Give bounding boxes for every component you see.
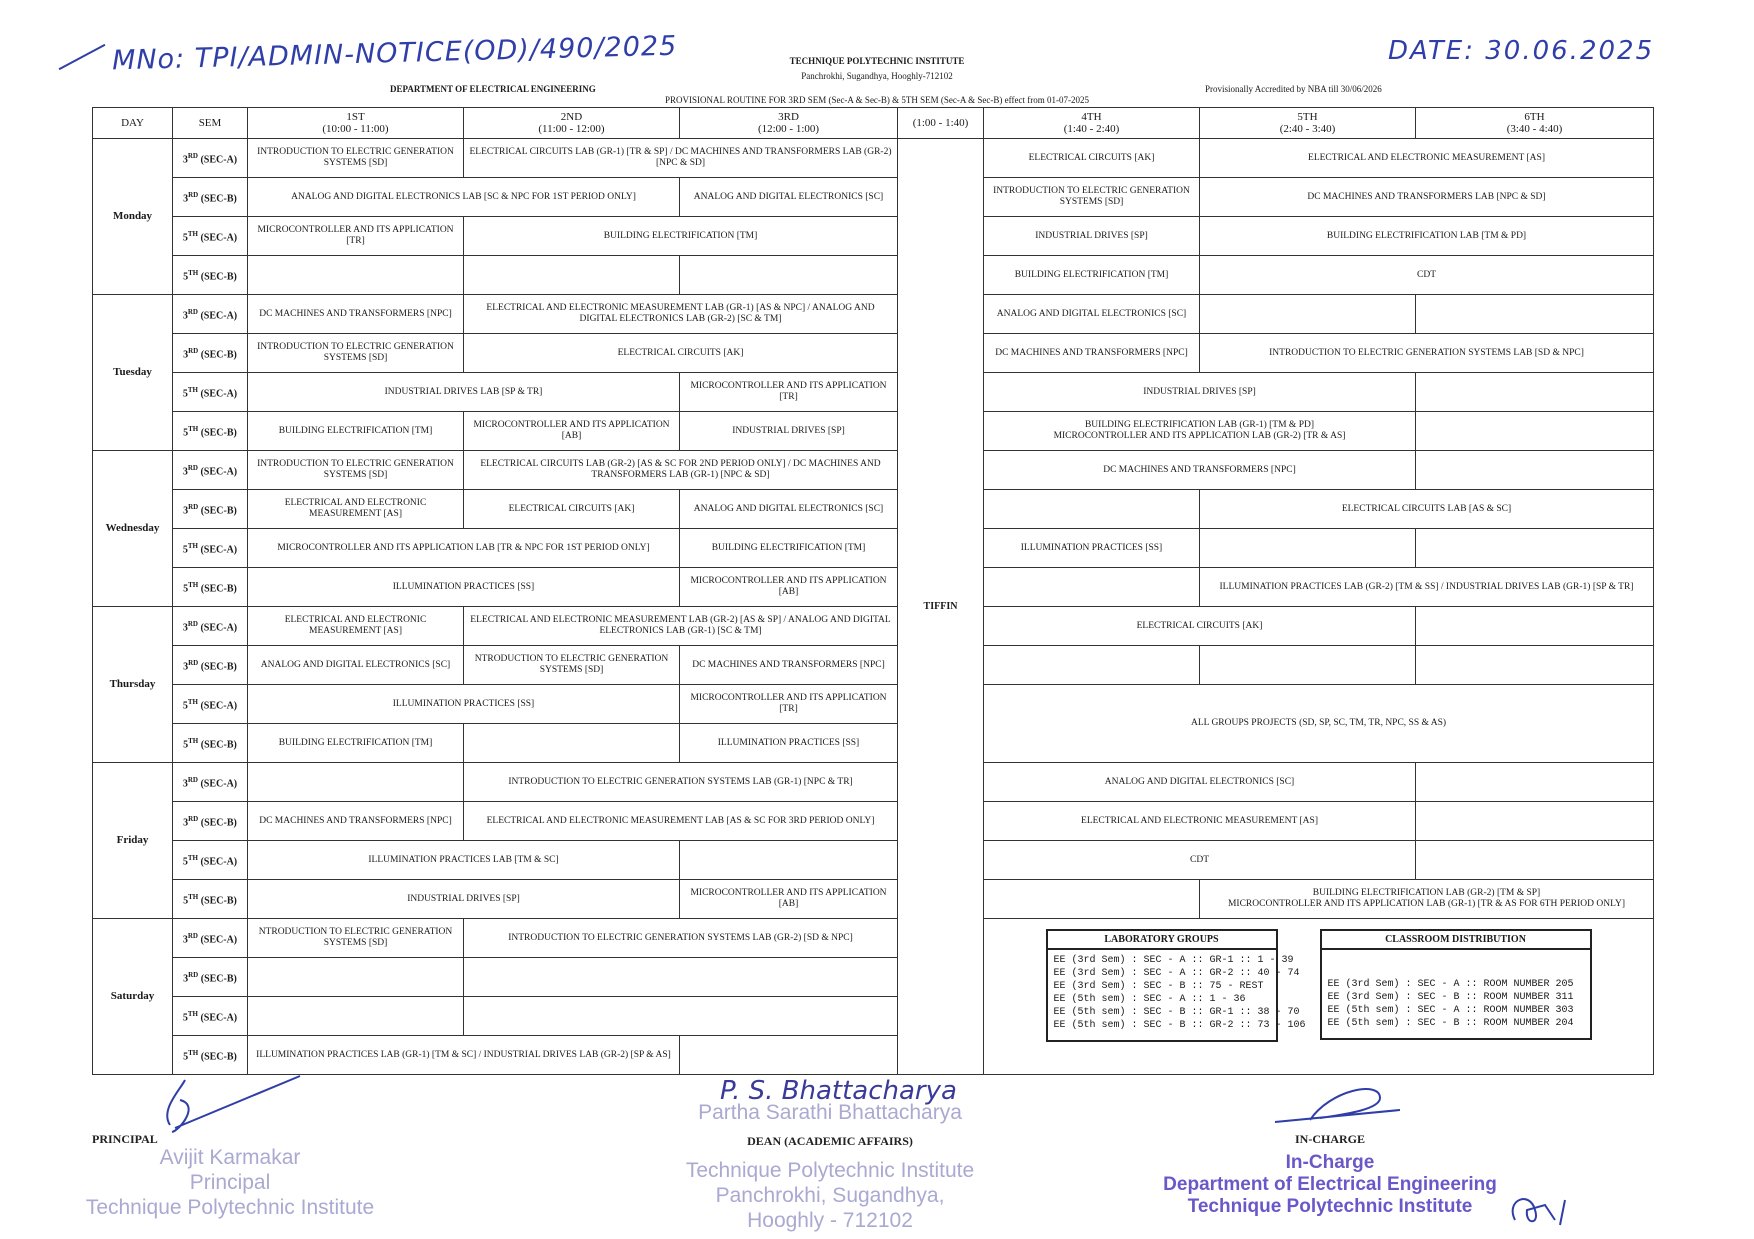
- sem-label: 3RD (SEC-B): [173, 178, 248, 217]
- class-cell: ILLUMINATION PRACTICES LAB (GR-1) [TM & SC] / INDUSTRIAL DRIVES LAB (GR-2) [SP & AS]: [248, 1036, 680, 1075]
- empty-cell: [984, 568, 1200, 607]
- class-cell: INTRODUCTION TO ELECTRIC GENERATION SYSTEMS [SD]: [248, 334, 464, 373]
- table-row: [93, 295, 1654, 334]
- class-cell: BUILDING ELECTRIFICATION [TM]: [464, 217, 898, 256]
- notice-date: DATE: 30.06.2025: [1388, 36, 1655, 66]
- class-cell: ELECTRICAL CIRCUITS LAB (GR-2) [AS & SC FOR 2ND PERIOD ONLY] / DC MACHINES AND TRANSFORMERS LAB (GR-1) [NPC & SD]: [464, 451, 898, 490]
- class-cell: ELECTRICAL AND ELECTRONIC MEASUREMENT LAB [AS & SC FOR 3RD PERIOD ONLY]: [464, 802, 898, 841]
- class-cell: ELECTRICAL AND ELECTRONIC MEASUREMENT LAB (GR-1) [AS & NPC] / ANALOG AND DIGITAL ELECTRONICS LAB (GR-2) [SC & TM]: [464, 295, 898, 334]
- class-cell: NTRODUCTION TO ELECTRIC GENERATION SYSTEMS [SD]: [248, 919, 464, 958]
- table-row: [93, 685, 1654, 724]
- class-cell: MICROCONTROLLER AND ITS APPLICATION [TR]: [680, 373, 898, 412]
- empty-cell: [1416, 802, 1654, 841]
- empty-cell: [1416, 646, 1654, 685]
- class-cell: ILLUMINATION PRACTICES LAB (GR-2) [TM & SS] / INDUSTRIAL DRIVES LAB (GR-1) [SP & TR]: [1200, 568, 1654, 607]
- sem-label: 3RD (SEC-B): [173, 334, 248, 373]
- list-item: EE (5th sem) : SEC - A :: 1 - 36: [1053, 994, 1246, 1005]
- dean-stamp-institute: Technique Polytechnic Institute: [685, 1159, 975, 1182]
- sem-label: 3RD (SEC-B): [173, 490, 248, 529]
- incharge-stamp: [1150, 1152, 1510, 1218]
- tiffin-break: TIFFIN: [898, 139, 984, 1075]
- empty-cell: [1416, 451, 1654, 490]
- empty-cell: [984, 646, 1200, 685]
- class-cell: MICROCONTROLLER AND ITS APPLICATION [AB]: [680, 568, 898, 607]
- class-cell: DC MACHINES AND TRANSFORMERS [NPC]: [984, 451, 1416, 490]
- class-cell: INTRODUCTION TO ELECTRIC GENERATION SYSTEMS LAB (GR-2) [SD & NPC]: [464, 919, 898, 958]
- class-cell: BUILDING ELECTRIFICATION LAB [TM & PD]: [1200, 217, 1654, 256]
- class-cell: BUILDING ELECTRIFICATION [TM]: [248, 412, 464, 451]
- initials-mark: [1505, 1190, 1585, 1230]
- class-cell: ILLUMINATION PRACTICES [SS]: [248, 568, 680, 607]
- table-row: [93, 529, 1654, 568]
- empty-cell: [248, 256, 464, 295]
- class-cell: MICROCONTROLLER AND ITS APPLICATION [AB]: [680, 880, 898, 919]
- empty-cell: [1200, 295, 1416, 334]
- list-item: EE (5th sem) : SEC - B :: GR-2 :: 73 - 106: [1053, 1020, 1306, 1031]
- sem-label: 5TH (SEC-A): [173, 841, 248, 880]
- sem-label: 5TH (SEC-A): [173, 217, 248, 256]
- empty-cell: [248, 997, 464, 1036]
- class-cell: MICROCONTROLLER AND ITS APPLICATION [TR]: [248, 217, 464, 256]
- class-cell: DC MACHINES AND TRANSFORMERS [NPC]: [248, 802, 464, 841]
- day-label: Friday: [93, 763, 173, 919]
- class-cell: ELECTRICAL CIRCUITS LAB [AS & SC]: [1200, 490, 1654, 529]
- class-cell: INDUSTRIAL DRIVES [SP]: [984, 373, 1416, 412]
- empty-cell: [1416, 607, 1654, 646]
- class-cell: ELECTRICAL CIRCUITS [AK]: [464, 334, 898, 373]
- class-cell: ANALOG AND DIGITAL ELECTRONICS [SC]: [680, 178, 898, 217]
- sem-label: 3RD (SEC-B): [173, 958, 248, 997]
- empty-cell: [248, 763, 464, 802]
- sem-label: 3RD (SEC-B): [173, 802, 248, 841]
- dean-stamp-pin: Hooghly - 712102: [747, 1209, 913, 1232]
- list-item: EE (3rd Sem) : SEC - A :: GR-2 :: 40 - 74: [1053, 968, 1300, 979]
- list-item: EE (3rd Sem) : SEC - A :: ROOM NUMBER 205: [1327, 979, 1574, 990]
- table-row: [93, 373, 1654, 412]
- incharge-role: IN-CHARGE: [1294, 1132, 1365, 1146]
- class-cell: ANALOG AND DIGITAL ELECTRONICS [SC]: [984, 763, 1416, 802]
- class-cell: ILLUMINATION PRACTICES [SS]: [680, 724, 898, 763]
- table-row: [93, 256, 1654, 295]
- class-cell: BUILDING ELECTRIFICATION [TM]: [984, 256, 1200, 295]
- class-cell: INTRODUCTION TO ELECTRIC GENERATION SYSTEMS [SD]: [984, 178, 1200, 217]
- list-item: EE (3rd Sem) : SEC - B :: 75 - REST: [1053, 981, 1264, 992]
- sem-label: 5TH (SEC-A): [173, 529, 248, 568]
- sem-label: 3RD (SEC-A): [173, 763, 248, 802]
- table-row: [93, 646, 1654, 685]
- principal-signature-mark: [150, 1070, 310, 1140]
- table-row: [93, 490, 1654, 529]
- class-cell: INTRODUCTION TO ELECTRIC GENERATION SYSTEMS LAB [SD & NPC]: [1200, 334, 1654, 373]
- sem-label: 5TH (SEC-B): [173, 412, 248, 451]
- empty-cell: [1416, 373, 1654, 412]
- class-cell: ELECTRICAL CIRCUITS [AK]: [984, 139, 1200, 178]
- sem-label: 5TH (SEC-B): [173, 880, 248, 919]
- table-row: [93, 568, 1654, 607]
- accreditation-note: Provisionally Accredited by NBA till 30/06/2026: [1205, 84, 1382, 94]
- legend-area: [984, 919, 1654, 1075]
- col-period-4: 4TH (1:40 - 2:40): [984, 108, 1200, 139]
- class-cell: INDUSTRIAL DRIVES [SP]: [248, 880, 680, 919]
- lab-groups-box: [1046, 929, 1306, 1042]
- class-cell: ANALOG AND DIGITAL ELECTRONICS [SC]: [984, 295, 1200, 334]
- table-row: [93, 880, 1654, 919]
- principal-role: PRINCIPAL: [92, 1132, 158, 1146]
- sem-label: 5TH (SEC-B): [173, 256, 248, 295]
- table-row: [93, 217, 1654, 256]
- sem-label: 3RD (SEC-A): [173, 607, 248, 646]
- table-row: [93, 412, 1654, 451]
- class-cell: INDUSTRIAL DRIVES [SP]: [984, 217, 1200, 256]
- classroom-distribution-box: [1320, 929, 1592, 1040]
- table-row: [93, 763, 1654, 802]
- empty-cell: [1416, 529, 1654, 568]
- col-period-2: 2ND (11:00 - 12:00): [464, 108, 680, 139]
- table-row: [93, 178, 1654, 217]
- class-cell: ELECTRICAL AND ELECTRONIC MEASUREMENT LAB (GR-2) [AS & SP] / ANALOG AND DIGITAL ELECTRONICS LAB (GR-1) [SC & TM]: [464, 607, 898, 646]
- empty-cell: [464, 958, 898, 997]
- class-cell: BUILDING ELECTRIFICATION [TM]: [680, 529, 898, 568]
- empty-cell: [1416, 841, 1654, 880]
- dean-role: DEAN (ACADEMIC AFFAIRS): [747, 1134, 913, 1148]
- class-cell: ILLUMINATION PRACTICES [SS]: [248, 685, 680, 724]
- day-label: Wednesday: [93, 451, 173, 607]
- class-cell: ELECTRICAL AND ELECTRONIC MEASUREMENT [AS]: [1200, 139, 1654, 178]
- dean-stamp: [650, 1100, 1010, 1233]
- table-row: [93, 607, 1654, 646]
- sem-label: 3RD (SEC-A): [173, 139, 248, 178]
- sem-label: 5TH (SEC-B): [173, 568, 248, 607]
- class-cell: ALL GROUPS PROJECTS (SD, SP, SC, TM, TR, NPC, SS & AS): [984, 685, 1654, 763]
- class-cell: BUILDING ELECTRIFICATION LAB (GR-2) [TM & SP] MICROCONTROLLER AND ITS APPLICATION LAB (GR-1) [TR & AS FOR 6TH PERIOD ONLY]: [1200, 880, 1654, 919]
- list-item: EE (3rd Sem) : SEC - B :: ROOM NUMBER 311: [1327, 992, 1574, 1003]
- class-cell: ANALOG AND DIGITAL ELECTRONICS [SC]: [248, 646, 464, 685]
- col-sem: SEM: [173, 108, 248, 139]
- class-cell: MICROCONTROLLER AND ITS APPLICATION [AB]: [464, 412, 680, 451]
- class-cell: ELECTRICAL AND ELECTRONIC MEASUREMENT [AS]: [248, 607, 464, 646]
- principal-stamp-title: Principal: [189, 1171, 271, 1194]
- class-cell: DC MACHINES AND TRANSFORMERS [NPC]: [680, 646, 898, 685]
- dean-stamp-name: Partha Sarathi Bhattacharya: [698, 1101, 962, 1124]
- class-cell: ILLUMINATION PRACTICES LAB [TM & SC]: [248, 841, 680, 880]
- class-cell: CDT: [1200, 256, 1654, 295]
- table-row: [93, 802, 1654, 841]
- empty-cell: [464, 997, 898, 1036]
- sem-label: 3RD (SEC-B): [173, 646, 248, 685]
- class-cell: ELECTRICAL CIRCUITS LAB (GR-1) [TR & SP] / DC MACHINES AND TRANSFORMERS LAB (GR-2) [NPC & SD]: [464, 139, 898, 178]
- class-cell: INTRODUCTION TO ELECTRIC GENERATION SYSTEMS LAB (GR-1) [NPC & TR]: [464, 763, 898, 802]
- institute-name: TECHNIQUE POLYTECHNIC INSTITUTE: [789, 56, 965, 66]
- dean-handwritten-signature: P. S. Bhattacharya: [720, 1076, 957, 1106]
- empty-cell: [1200, 529, 1416, 568]
- routine-table: [92, 107, 1654, 1075]
- table-row: [93, 841, 1654, 880]
- principal-stamp-name: Avijit Karmakar: [159, 1146, 301, 1169]
- day-label: Tuesday: [93, 295, 173, 451]
- sem-label: 3RD (SEC-A): [173, 295, 248, 334]
- sem-label: 3RD (SEC-A): [173, 451, 248, 490]
- day-label: Saturday: [93, 919, 173, 1075]
- class-cell: MICROCONTROLLER AND ITS APPLICATION LAB [TR & NPC FOR 1ST PERIOD ONLY]: [248, 529, 680, 568]
- day-label: Thursday: [93, 607, 173, 763]
- empty-cell: [464, 724, 680, 763]
- table-row: [93, 334, 1654, 373]
- sem-label: 5TH (SEC-B): [173, 724, 248, 763]
- sem-label: 5TH (SEC-A): [173, 997, 248, 1036]
- col-period-5: 5TH (2:40 - 3:40): [1200, 108, 1416, 139]
- list-item: EE (5th sem) : SEC - B :: ROOM NUMBER 204: [1327, 1018, 1574, 1029]
- empty-cell: [680, 841, 898, 880]
- routine-title: PROVISIONAL ROUTINE FOR 3RD SEM (Sec-A & Sec-B) & 5TH SEM (Sec-A & Sec-B) effect from 01-07-2025: [665, 95, 1089, 105]
- empty-cell: [1416, 763, 1654, 802]
- empty-cell: [464, 256, 680, 295]
- class-cell: ELECTRICAL CIRCUITS [AK]: [464, 490, 680, 529]
- empty-cell: [984, 490, 1200, 529]
- class-cell: ANALOG AND DIGITAL ELECTRONICS LAB [SC & NPC FOR 1ST PERIOD ONLY]: [248, 178, 680, 217]
- class-cell: ELECTRICAL AND ELECTRONIC MEASUREMENT [AS]: [248, 490, 464, 529]
- header-row: [93, 108, 1654, 139]
- principal-stamp-institute: Technique Polytechnic Institute: [85, 1196, 375, 1219]
- list-item: EE (5th sem) : SEC - A :: ROOM NUMBER 303: [1327, 1005, 1574, 1016]
- department-name: DEPARTMENT OF ELECTRICAL ENGINEERING: [390, 84, 596, 94]
- table-row: [93, 139, 1654, 178]
- sem-label: 5TH (SEC-A): [173, 373, 248, 412]
- class-cell: BUILDING ELECTRIFICATION LAB (GR-1) [TM & PD] MICROCONTROLLER AND ITS APPLICATION LAB (GR-2) [TR & AS]: [984, 412, 1416, 451]
- incharge-stamp-title: In-Charge: [1285, 1152, 1375, 1173]
- col-period-6: 6TH (3:40 - 4:40): [1416, 108, 1654, 139]
- class-cell: ELECTRICAL CIRCUITS [AK]: [984, 607, 1416, 646]
- sem-label: 3RD (SEC-A): [173, 919, 248, 958]
- table-row: [93, 919, 1654, 958]
- class-cell: INDUSTRIAL DRIVES LAB [SP & TR]: [248, 373, 680, 412]
- list-item: EE (3rd Sem) : SEC - A :: GR-1 :: 1 - 39: [1053, 955, 1294, 966]
- class-cell: ELECTRICAL AND ELECTRONIC MEASUREMENT [AS]: [984, 802, 1416, 841]
- table-row: [93, 451, 1654, 490]
- empty-cell: [680, 256, 898, 295]
- class-cell: ANALOG AND DIGITAL ELECTRONICS [SC]: [680, 490, 898, 529]
- empty-cell: [984, 880, 1200, 919]
- day-label: Monday: [93, 139, 173, 295]
- class-cell: ILLUMINATION PRACTICES [SS]: [984, 529, 1200, 568]
- class-cell: NTRODUCTION TO ELECTRIC GENERATION SYSTEMS [SD]: [464, 646, 680, 685]
- dean-stamp-address: Panchrokhi, Sugandhya,: [715, 1184, 945, 1207]
- memo-number: MNo: TPI/ADMIN-NOTICE(OD)/490/2025: [111, 30, 678, 77]
- sem-label: 5TH (SEC-A): [173, 685, 248, 724]
- incharge-stamp-institute: Technique Polytechnic Institute: [1187, 1196, 1473, 1217]
- principal-stamp: [60, 1145, 400, 1220]
- class-cell: INTRODUCTION TO ELECTRIC GENERATION SYSTEMS [SD]: [248, 139, 464, 178]
- lab-groups-title: LABORATORY GROUPS: [1048, 931, 1276, 950]
- col-period-3: 3RD (12:00 - 1:00): [680, 108, 898, 139]
- class-cell: DC MACHINES AND TRANSFORMERS [NPC]: [248, 295, 464, 334]
- empty-cell: [680, 1036, 898, 1075]
- classroom-title: CLASSROOM DISTRIBUTION: [1322, 931, 1590, 950]
- col-period-1: 1ST (10:00 - 11:00): [248, 108, 464, 139]
- class-cell: INDUSTRIAL DRIVES [SP]: [680, 412, 898, 451]
- class-cell: DC MACHINES AND TRANSFORMERS [NPC]: [984, 334, 1200, 373]
- incharge-signature-mark: [1270, 1080, 1410, 1130]
- class-cell: MICROCONTROLLER AND ITS APPLICATION [TR]: [680, 685, 898, 724]
- institute-address: Panchrokhi, Sugandhya, Hooghly-712102: [801, 71, 953, 81]
- class-cell: DC MACHINES AND TRANSFORMERS LAB [NPC & SD]: [1200, 178, 1654, 217]
- class-cell: INTRODUCTION TO ELECTRIC GENERATION SYSTEMS [SD]: [248, 451, 464, 490]
- incharge-stamp-dept: Department of Electrical Engineering: [1163, 1174, 1497, 1195]
- empty-cell: [1416, 295, 1654, 334]
- col-break: (1:00 - 1:40): [898, 108, 984, 139]
- empty-cell: [248, 958, 464, 997]
- col-day: DAY: [93, 108, 173, 139]
- class-cell: CDT: [984, 841, 1416, 880]
- list-item: EE (5th sem) : SEC - B :: GR-1 :: 38 - 70: [1053, 1007, 1300, 1018]
- sem-label: 5TH (SEC-B): [173, 1036, 248, 1075]
- class-cell: BUILDING ELECTRIFICATION [TM]: [248, 724, 464, 763]
- empty-cell: [1416, 412, 1654, 451]
- empty-cell: [1200, 646, 1416, 685]
